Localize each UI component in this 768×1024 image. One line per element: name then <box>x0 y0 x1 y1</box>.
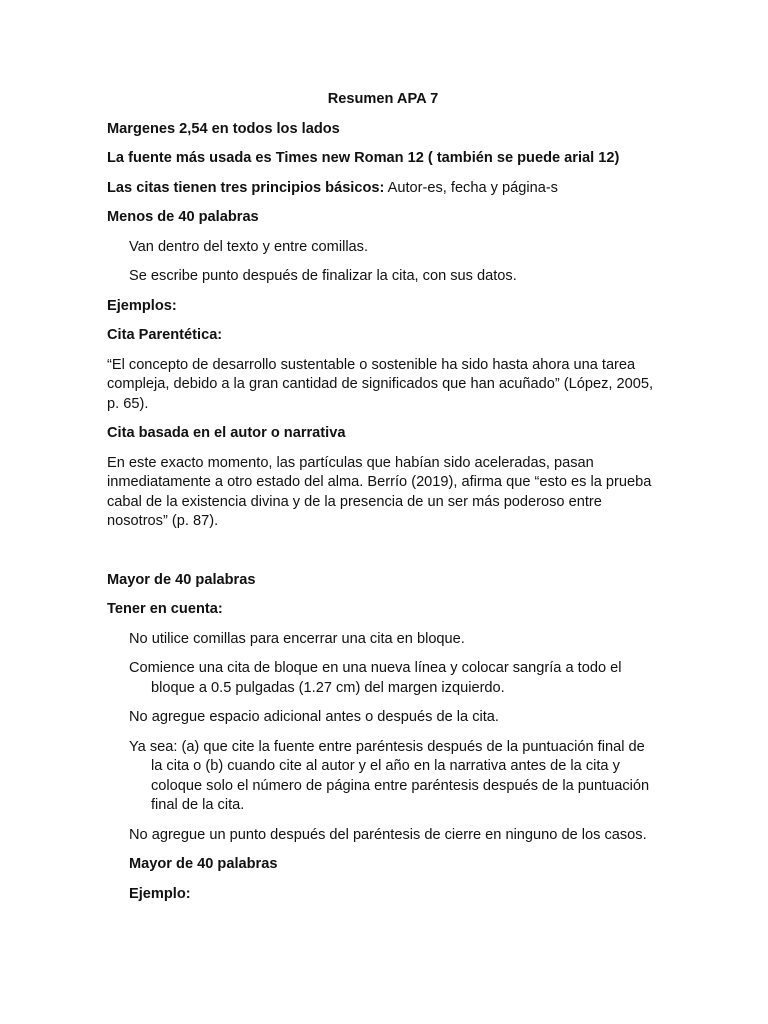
long-rule-3: No agregue espacio adicional antes o después de la cita. <box>129 709 499 725</box>
narrative-example: En este exacto momento, las partículas que habían sido aceleradas, pasan inmediatamente a otro estado del alma. Berrío (2019), afirma que “esto es la prueba cabal de la existencia divina y de la presencia de un ser más poderoso entre nosotros” (p. 87). <box>107 454 652 529</box>
long-rule-5: No agregue un punto después del paréntesis de cierre en ninguno de los casos. <box>129 826 647 843</box>
examples-heading: Ejemplos: <box>107 297 177 314</box>
parenthetical-heading: Cita Parentética: <box>107 327 223 343</box>
long-rule-2: Comience una cita de bloque en una nueva línea y colocar sangría a todo el bloque a 0.5 pulgadas (1.27 cm) del margen izquierdo. <box>129 660 622 696</box>
narrative-heading: Cita basada en el autor o narrativa <box>107 425 346 441</box>
principles-text: Autor-es, fecha y página-s <box>384 179 558 196</box>
margins-line: Margenes 2,54 en todos los lados <box>107 120 340 137</box>
long-quote-heading-2: Mayor de 40 palabras <box>129 856 278 872</box>
blank-spacer <box>107 542 659 571</box>
font-line: La fuente más usada es Times new Roman 12 ( también se puede arial 12) <box>107 150 620 166</box>
principles-label: Las citas tienen tres principios básicos: <box>107 179 385 196</box>
long-quote-heading: Mayor de 40 palabras <box>107 571 256 588</box>
short-rule-1: Van dentro del texto y entre comillas. <box>129 238 369 255</box>
long-rule-1: No utilice comillas para encerrar una cita en bloque. <box>129 630 465 647</box>
parenthetical-example: “El concepto de desarrollo sustentable o sostenible ha sido hasta ahora una tarea compleja, debido a la gran cantidad de significados que han acuñado” (López, 2005, p. 65). <box>107 356 654 412</box>
long-rule-4: Ya sea: (a) que cite la fuente entre paréntesis después de la puntuación final de la cita o (b) cuando cite al autor y el año en la narrativa antes de la cita y coloque solo el número de página entre paréntesis después de la puntuación final de la cita. <box>129 738 650 813</box>
short-quote-heading: Menos de 40 palabras <box>107 209 259 225</box>
principles-line <box>107 179 659 199</box>
example-label: Ejemplo: <box>129 885 191 902</box>
document-title: Resumen APA 7 <box>327 91 439 107</box>
short-rule-2: Se escribe punto después de finalizar la cita, con sus datos. <box>129 268 517 284</box>
document-page <box>107 90 659 914</box>
consider-heading: Tener en cuenta: <box>107 601 223 617</box>
